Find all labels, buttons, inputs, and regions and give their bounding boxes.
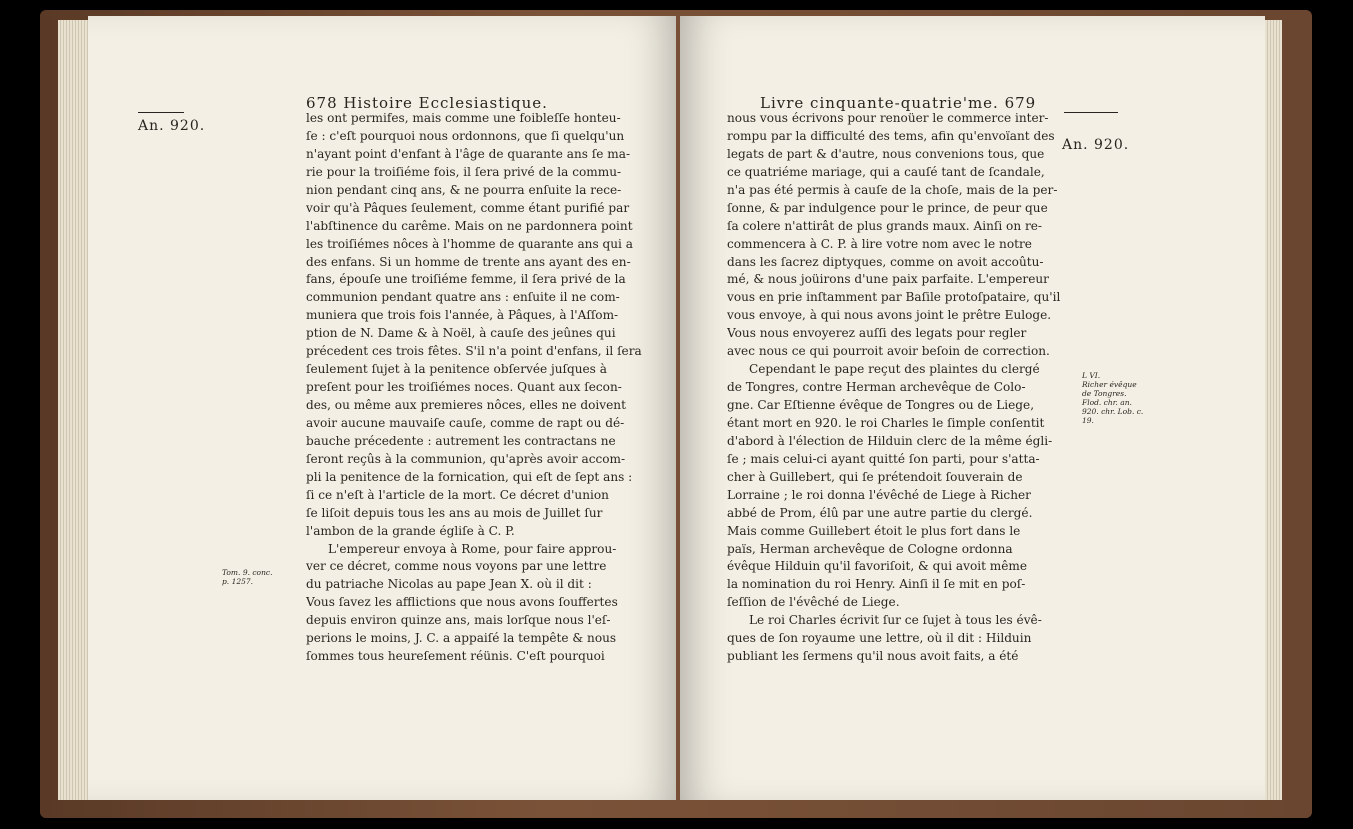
text-line: dans les ſacrez diptyques, comme on avoit accoûtu- — [727, 254, 1044, 269]
text-line: ſa colere n'attirât de plus grands maux. Ainſi on re- — [727, 218, 1042, 233]
text-line: les troiſiémes nôces à l'homme de quarante ans qui a — [306, 236, 633, 251]
text-line: la nomination du roi Henry. Ainſi il ſe mit en poſ- — [727, 577, 1026, 592]
text-line: ſeront reçûs à la communion, qu'après avoir accom- — [306, 451, 626, 466]
text-line: les ont permifes, mais comme une foibleſſe honteu- — [306, 111, 621, 125]
text-line: publiant les ſermens qu'il nous avoit faits, a été — [727, 649, 1019, 664]
text-line: ſeſſion de l'évêché de Liege. — [727, 595, 900, 610]
text-line: vous en prie inſtamment par Baſile protoſpataire, qu'il — [727, 290, 1061, 305]
text-line: Cependant le pape reçut des plaintes du clergé — [749, 362, 1040, 377]
text-line: ques de ſon royaume une lettre, où il dit : Hilduin — [727, 631, 1032, 646]
text-line: l'abſtinence du carême. Mais on ne pardonnera point — [306, 218, 633, 233]
text-line: perions le moins, J. C. a appaiſé la tempête & nous — [306, 631, 617, 646]
text-line: fans, épouſe une troiſiéme femme, il ſera privé de la — [306, 272, 626, 287]
right-page-edges — [1262, 20, 1282, 800]
text-line: Lorraine ; le roi donna l'évêché de Liege à Richer — [727, 487, 1031, 502]
text-line: des enfans. Si un homme de trente ans ayant des en- — [306, 254, 631, 269]
text-line: Le roi Charles écrivit ſur ce ſujet à tous les évê- — [749, 613, 1042, 628]
text-line: n'a pas été permis à cauſe de la choſe, mais de la per- — [727, 182, 1058, 197]
text-line: ſonne, & par indulgence pour le prince, de peur que — [727, 200, 1048, 215]
text-line: communion pendant quatre ans : enſuite il ne com- — [306, 290, 620, 305]
text-line: nion pendant cinq ans, & ne pourra enſuite la rece- — [306, 182, 622, 197]
text-line: rompu par la difficulté des tems, afin qu'envoïant des — [727, 128, 1055, 143]
text-line: étant mort en 920. le roi Charles le ſimple conſentit — [727, 415, 1045, 430]
text-line: depuis environ quinze ans, mais lorſque nous l'eſ- — [306, 613, 611, 628]
text-line: Mais comme Guillebert étoit le plus fort dans le — [727, 523, 1021, 538]
text-line: pli la penitence de la fornication, qui eſt de ſept ans : — [306, 469, 633, 484]
year-rule-right — [1064, 112, 1118, 113]
right-page — [680, 16, 1265, 800]
text-line: ſe ; mais celui-ci ayant quitté ſon parti, pour s'atta- — [727, 451, 1040, 466]
text-line: mé, & nous joüirons d'une paix parfaite. L'empereur — [727, 272, 1049, 287]
margin-note-left: Tom. 9. conc. p. 1257. — [222, 568, 273, 586]
left-page-edges — [58, 20, 90, 800]
text-line: avoir aucune mauvaiſe cauſe, comme de rapt ou dé- — [306, 415, 625, 430]
text-line: muniera que trois fois l'année, à Pâques, à l'Aſſom- — [306, 308, 619, 323]
text-line: ſe : c'eſt pourquoi nous ordonnons, que ſi quelqu'un — [306, 128, 625, 143]
text-line: commencera à C. P. à lire votre nom avec le notre — [727, 236, 1032, 251]
text-line: legats de part & d'autre, nous convenions tous, que — [727, 146, 1045, 161]
left-page — [88, 16, 676, 800]
text-line: évêque Hilduin qu'il favoriſoit, & qui avoit même — [727, 559, 1028, 574]
text-line: ption de N. Dame & à Noël, à cauſe des jeûnes qui — [306, 326, 616, 341]
margin-note-right: L VI. Richer évêque de Tongres. Flod. chr. an. 920. chr. Lob. c. 19. — [1082, 371, 1144, 425]
text-line: L'empereur envoya à Rome, pour faire approu- — [328, 541, 617, 556]
text-line: cher à Guillebert, qui ſe prétendoit ſouverain de — [727, 469, 1023, 484]
right-body-text — [727, 110, 1065, 666]
text-line: rie pour la troiſiéme fois, il ſera privé de la commu- — [306, 164, 622, 179]
text-line: preſent pour les troiſiémes noces. Quant aux ſecon- — [306, 380, 622, 395]
text-line: d'abord à l'élection de Hilduin clerc de la même égli- — [727, 433, 1053, 448]
text-line: voir qu'à Pâques ſeulement, comme étant purifié par — [306, 200, 630, 215]
text-line: l'ambon de la grande égliſe à C. P. — [306, 523, 515, 538]
text-line: ver ce décret, comme nous voyons par une lettre — [306, 559, 607, 574]
page-header-right: Livre cinquante-quatrie'me. 679 — [760, 94, 1037, 112]
text-line: avec nous ce qui pourroit avoir beſoin de correction. — [727, 344, 1050, 359]
text-line: abbé de Prom, élû par une autre partie du clergé. — [727, 505, 1033, 520]
text-line: ſeulement ſujet à la penitence obſervée juſques à — [306, 362, 607, 377]
left-body-text — [306, 110, 644, 666]
text-line: ſommes tous heureſement réünis. C'eſt pourquoi — [306, 649, 605, 664]
text-line: vous envoye, à qui nous avons joint le prêtre Euloge. — [727, 308, 1052, 323]
year-label-right: An. 920. — [1062, 137, 1130, 153]
text-line: ce quatriéme mariage, qui a cauſé tant de ſcandale, — [727, 164, 1045, 179]
text-line: païs, Herman archevêque de Cologne ordonna — [727, 541, 1013, 556]
text-line: ſi ce n'eſt à l'article de la mort. Ce décret d'union — [306, 487, 609, 502]
text-line: n'ayant point d'enfant à l'âge de quarante ans ſe ma- — [306, 146, 631, 161]
text-line: gne. Car Eſtienne évêque de Tongres ou de Liege, — [727, 398, 1035, 412]
text-line: des, ou même aux premieres nôces, elles ne doivent — [306, 398, 626, 412]
year-rule-left — [138, 112, 184, 113]
text-line: bauche précedente : autrement les contractans ne — [306, 433, 616, 448]
year-label-left: An. 920. — [138, 118, 206, 134]
text-line: du patriache Nicolas au pape Jean X. où il dit : — [306, 577, 592, 592]
text-line: précedent ces trois fêtes. S'il n'a point d'enfans, il ſera — [306, 344, 642, 359]
page-header-left: 678 Histoire Ecclesiastique. — [306, 94, 548, 112]
text-line: nous vous écrivons pour renoüer le commerce inter- — [727, 111, 1049, 125]
text-line: de Tongres, contre Herman archevêque de Colo- — [727, 380, 1026, 395]
text-line: ſe liſoit depuis tous les ans au mois de Juillet ſur — [306, 505, 603, 520]
text-line: Vous ſavez les afflictions que nous avons ſouffertes — [306, 595, 618, 610]
text-line: Vous nous envoyerez auſſi des legats pour regler — [727, 326, 1027, 341]
